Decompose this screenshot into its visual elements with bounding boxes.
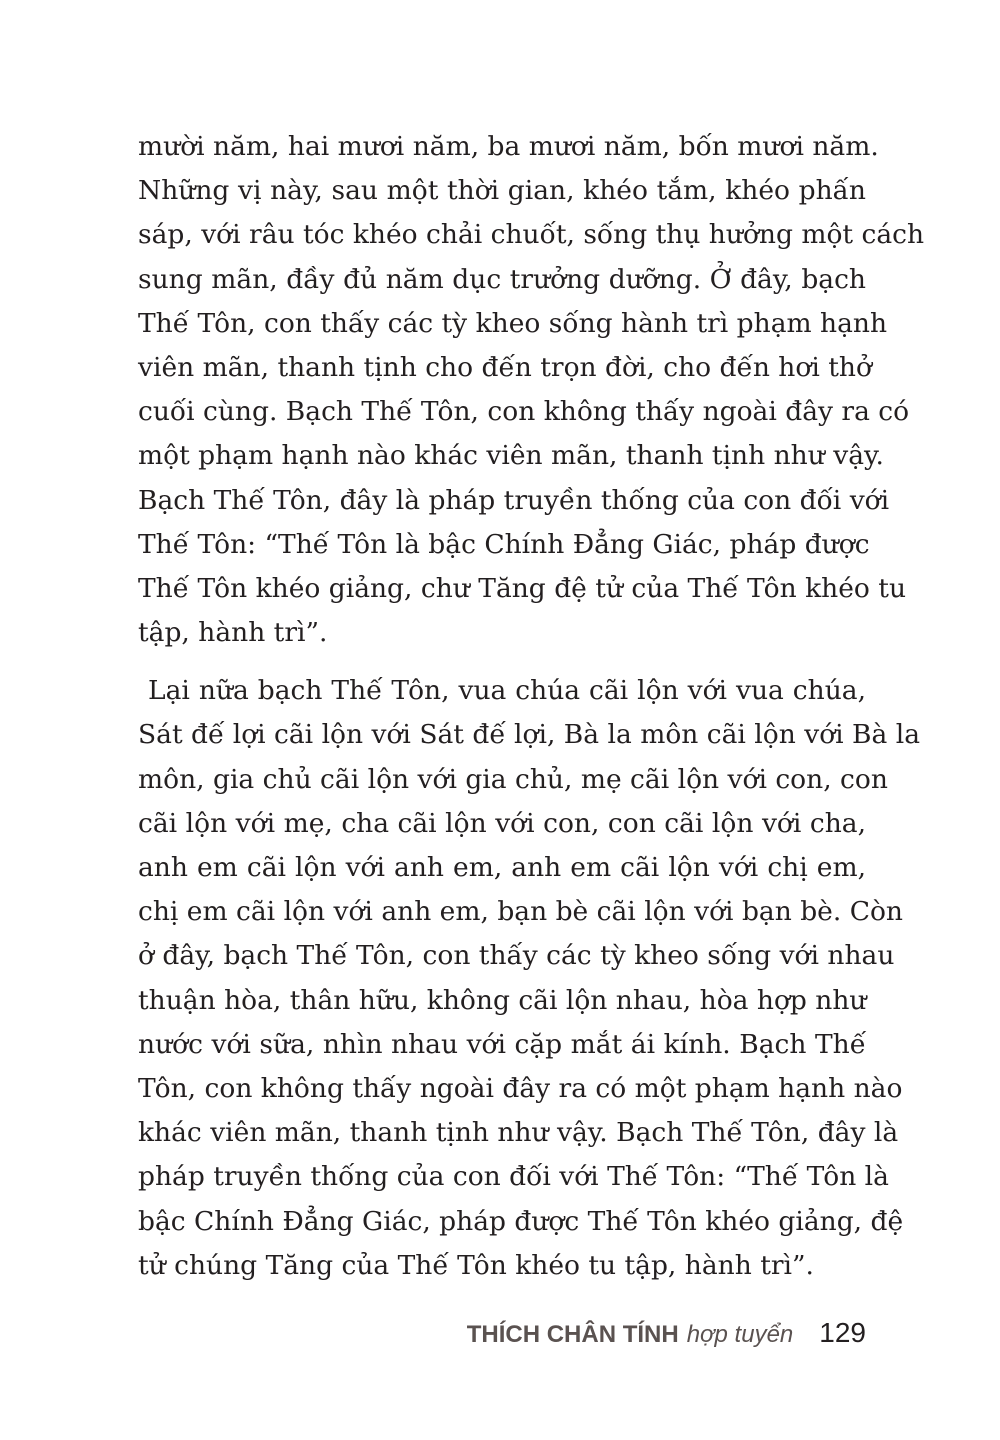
text-line: Những vị này, sau một thời gian, khéo tắm, khéo phấn bbox=[138, 175, 866, 207]
text-line: bậc Chính Đẳng Giác, pháp được Thế Tôn khéo giảng, đệ bbox=[138, 1205, 904, 1237]
footer-author: THÍCH CHÂN TÍNH bbox=[466, 1321, 679, 1348]
body-text bbox=[138, 125, 925, 1288]
text-line: môn, gia chủ cãi lộn với gia chủ, mẹ cãi lộn với con, con bbox=[138, 763, 888, 795]
text-line: cuối cùng. Bạch Thế Tôn, con không thấy ngoài đây ra có bbox=[138, 396, 910, 428]
text-line: Bạch Thế Tôn, đây là pháp truyền thống của con đối với bbox=[138, 484, 890, 516]
text-line: pháp truyền thống của con đối với Thế Tôn: “Thế Tôn là bbox=[138, 1161, 889, 1193]
text-line: tử chúng Tăng của Thế Tôn khéo tu tập, hành trì”. bbox=[138, 1249, 814, 1281]
text-line: ở đây, bạch Thế Tôn, con thấy các tỳ kheo sống với nhau bbox=[138, 940, 895, 972]
text-line: mười năm, hai mươi năm, ba mươi năm, bốn mươi năm. bbox=[138, 131, 879, 162]
paragraph-1 bbox=[138, 125, 925, 655]
text-line: sung mãn, đầy đủ năm dục trưởng dưỡng. Ở đây, bạch bbox=[138, 263, 866, 295]
text-line: Tôn, con không thấy ngoài đây ra có một phạm hạnh nào bbox=[138, 1072, 903, 1104]
text-line: nước với sữa, nhìn nhau với cặp mắt ái kính. Bạch Thế bbox=[138, 1028, 866, 1060]
text-line: chị em cãi lộn với anh em, bạn bè cãi lộn với bạn bè. Còn bbox=[138, 896, 903, 928]
text-line: Thế Tôn khéo giảng, chư Tăng đệ tử của Thế Tôn khéo tu bbox=[138, 572, 907, 604]
text-line: Thế Tôn: “Thế Tôn là bậc Chính Đẳng Giác, pháp được bbox=[138, 528, 870, 560]
text-line: sáp, với râu tóc khéo chải chuốt, sống thụ hưởng một cách bbox=[138, 219, 925, 251]
page-footer bbox=[467, 1317, 866, 1349]
text-line: viên mãn, thanh tịnh cho đến trọn đời, cho đến hơi thở bbox=[138, 351, 872, 383]
footer-subtitle: hợp tuyển bbox=[686, 1321, 794, 1348]
paragraph-2 bbox=[138, 669, 921, 1288]
text-line: cãi lộn với mẹ, cha cãi lộn với con, con cãi lộn với cha, bbox=[138, 807, 866, 839]
page-number: 129 bbox=[819, 1317, 866, 1348]
text-line: Sát đế lợi cãi lộn với Sát đế lợi, Bà la môn cãi lộn với Bà la bbox=[138, 719, 921, 751]
text-line: khác viên mãn, thanh tịnh như vậy. Bạch Thế Tôn, đây là bbox=[138, 1117, 899, 1149]
text-line: Lại nữa bạch Thế Tôn, vua chúa cãi lộn với vua chúa, bbox=[148, 675, 866, 707]
text-line: Thế Tôn, con thấy các tỳ kheo sống hành trì phạm hạnh bbox=[138, 307, 888, 339]
text-line: một phạm hạnh nào khác viên mãn, thanh tịnh như vậy. bbox=[138, 440, 884, 472]
text-line: thuận hòa, thân hữu, không cãi lộn nhau, hòa hợp như bbox=[138, 984, 867, 1016]
text-line: anh em cãi lộn với anh em, anh em cãi lộn với chị em, bbox=[138, 852, 866, 883]
text-line: tập, hành trì”. bbox=[138, 617, 328, 649]
